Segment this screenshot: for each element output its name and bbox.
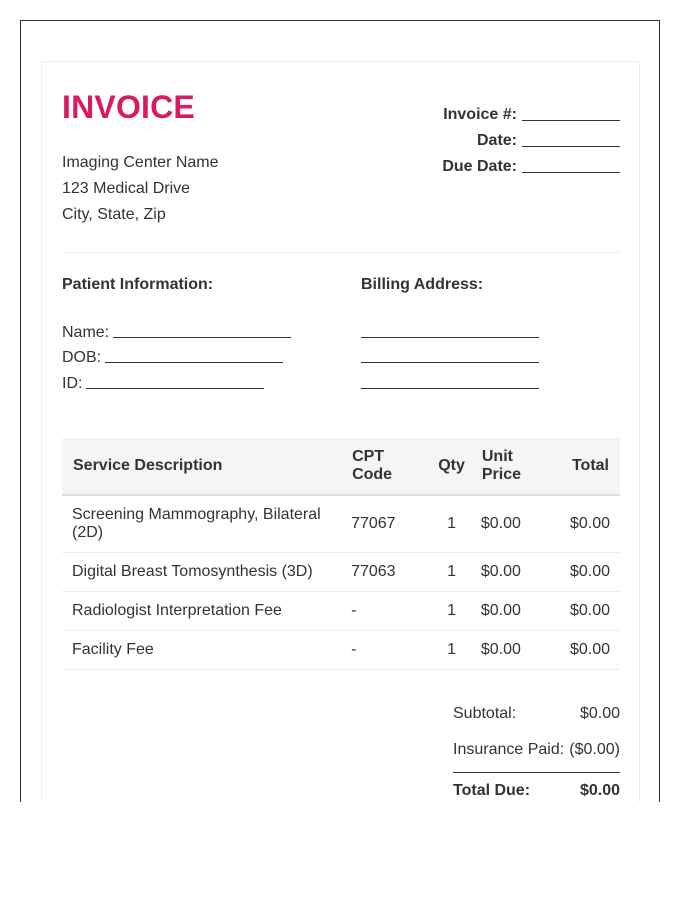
table-row [62,631,620,670]
header-cpt-line1: CPT [352,448,385,465]
billing-address-heading: Billing Address: [361,276,484,293]
table-row [62,495,620,553]
service-description: Digital Breast Tomosynthesis (3D) [62,553,341,592]
header-divider [62,252,620,253]
subtotal-row [453,696,620,732]
billing-line-1-blank[interactable] [361,323,539,338]
invoice-meta [320,98,620,176]
service-description: Radiologist Interpretation Fee [62,592,341,631]
imaging-center-address [62,150,219,228]
patient-info-heading: Patient Information: [62,276,214,293]
quantity: 1 [432,631,471,670]
line-total: $0.00 [560,495,620,553]
header-cpt-code [341,438,432,495]
header-unit-price [471,438,560,495]
unit-price: $0.00 [471,553,560,592]
patient-name-label: Name: [62,323,110,341]
patient-dob-label: DOB: [62,349,102,366]
invoice-date-label: Date: [476,132,517,149]
billing-fields [361,316,539,393]
service-description: Facility Fee [62,631,341,670]
due-date-blank[interactable] [522,156,620,173]
table-row [62,592,620,631]
billing-line-3-blank[interactable] [361,374,539,389]
header-service-description: Service Description [62,438,341,495]
service-description: Screening Mammography, Bilateral (2D) [62,495,341,553]
line-total: $0.00 [560,631,620,670]
patient-name-blank[interactable] [113,323,291,338]
insurance-paid-value: ($0.00) [569,741,620,758]
subtotal-label: Subtotal: [453,705,517,722]
patient-dob-blank[interactable] [105,348,283,363]
invoice-number-blank[interactable] [522,104,620,121]
header-total: Total [560,438,620,495]
due-date-row [320,150,620,176]
subtotal-value: $0.00 [579,705,620,722]
total-due-value: $0.00 [579,782,620,799]
invoice-title: INVOICE [62,89,195,125]
cpt-code: 77067 [341,495,432,553]
patient-id-blank[interactable] [86,374,264,389]
billing-line-2 [361,342,539,368]
patient-dob-row [62,342,291,368]
invoice-number-row [320,98,620,124]
cpt-code: 77063 [341,553,432,592]
invoice-date-blank[interactable] [522,130,620,147]
invoice-date-row [320,124,620,150]
billing-line-1 [361,316,539,342]
unit-price: $0.00 [471,495,560,553]
quantity: 1 [432,592,471,631]
cpt-code: - [341,592,432,631]
center-street: 123 Medical Drive [62,180,191,197]
header-unit-line1: Unit [481,448,513,465]
line-total: $0.00 [560,553,620,592]
billing-line-3 [361,367,539,393]
total-due-label: Total Due: [453,782,531,799]
billing-line-2-blank[interactable] [361,348,539,363]
center-name: Imaging Center Name [62,154,219,171]
header-unit-line2: Price [481,466,521,483]
insurance-paid-label: Insurance Paid: [453,741,565,758]
table-header-row [62,438,620,495]
invoice-document [41,61,640,802]
patient-name-row [62,316,291,342]
invoice-number-label: Invoice #: [443,106,517,123]
unit-price: $0.00 [471,592,560,631]
quantity: 1 [432,553,471,592]
center-city-line: City, State, Zip [62,206,166,223]
services-table [62,438,620,670]
total-due-row [453,773,620,802]
patient-id-label: ID: [62,374,83,392]
due-date-label: Due Date: [442,158,517,175]
header-qty: Qty [432,438,471,495]
page-frame [20,20,660,802]
cpt-code: - [341,631,432,670]
quantity: 1 [432,495,471,553]
table-row [62,553,620,592]
patient-fields [62,316,291,393]
insurance-paid-row [453,732,620,768]
header-cpt-line2: Code [352,466,393,483]
totals-block [453,696,620,802]
line-total: $0.00 [560,592,620,631]
patient-id-row [62,367,291,393]
unit-price: $0.00 [471,631,560,670]
